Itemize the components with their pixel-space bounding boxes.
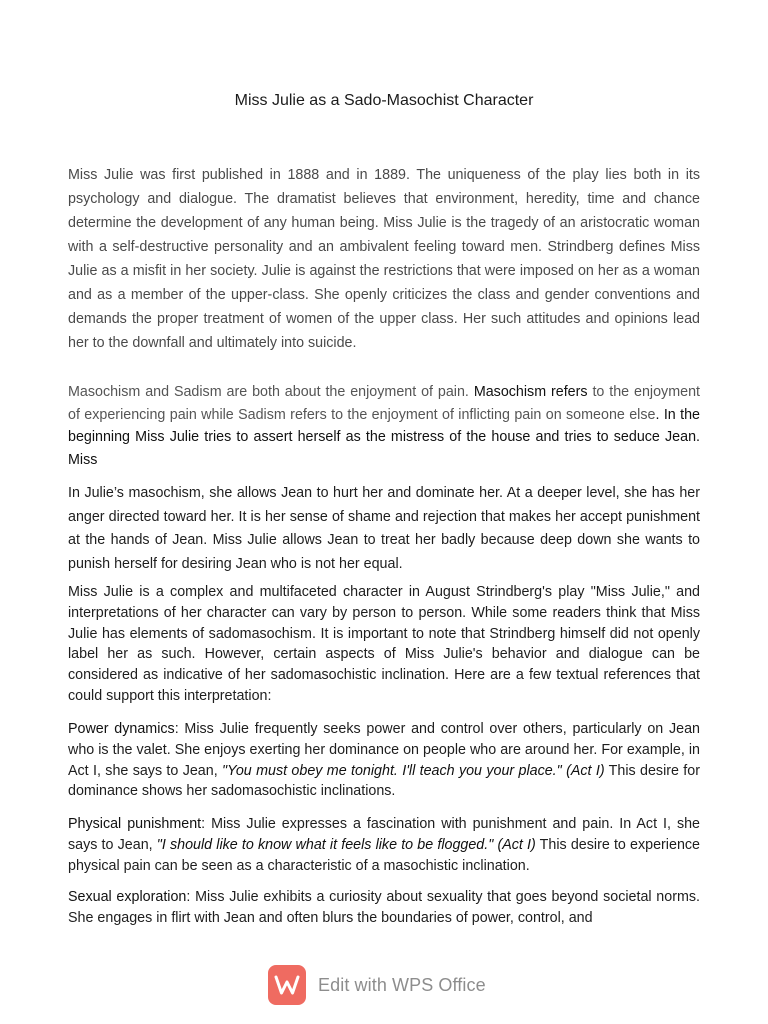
p6-after: This desire to experience physical pain can be seen as a characteristic of a masochistic inclination. — [68, 836, 700, 874]
paragraph-masochism-definition — [68, 381, 700, 471]
p2-text-c: to the enjoyment of experiencing pain while Sadism refers to the enjoyment of inflicting pain on someone else — [68, 384, 700, 423]
term-sexual-exploration: Sexual exploration — [68, 889, 187, 905]
p5-after: This desire for dominance shows her sadomasochistic inclinations. — [68, 762, 700, 800]
paragraph-complex-character: Miss Julie is a complex and multifaceted character in August Strindberg's play "Miss Julie," and interpretations of her character can vary by person to person. While some readers think that Miss Julie has elements of sadomasochism. It is important to note that Strindberg himself did not openly label her as such. However, certain aspects of Miss Julie's behavior and dialogue can be considered as indicative of her sadomasochistic inclination. Here are a few textual references that could support this interpretation: — [68, 584, 700, 704]
p6-text: : Miss Julie expresses a fascination with punishment and pain. In Act I, she says to Jean, — [68, 816, 700, 853]
paragraph-power-dynamics — [68, 719, 700, 802]
wps-logo-icon — [268, 965, 306, 1005]
term-power-dynamics: Power dynamics — [68, 721, 175, 737]
wps-w-glyph-icon — [274, 974, 300, 996]
paragraph-julies-masochism: In Julie’s masochism, she allows Jean to hurt her and dominate her. At a deeper level, she has her anger directed toward her. It is her sense of shame and rejection that makes her accept punishment at the hands of Jean. Miss Julie allows Jean to treat her badly because deep down she wants to punish herself for desiring Jean who is not her equal. — [68, 485, 700, 572]
paragraph-physical-punishment — [68, 814, 700, 876]
p5-quote: "You must obey me tonight. I'll teach you your place." (Act I) — [222, 762, 605, 779]
page-title: Miss Julie as a Sado-Masochist Character — [234, 92, 534, 109]
wps-edit-label[interactable]: Edit with WPS Office — [318, 974, 486, 995]
term-physical-punishment: Physical punishment — [68, 816, 202, 832]
p2-text-b: Masochism refers — [473, 384, 588, 400]
p5-text: : Miss Julie frequently seeks power and control over others, particularly on Jean who is the valet. She enjoys exerting her dominance on people who are around her. For example, in Act I, she says to Jean, — [68, 721, 701, 779]
wps-edit-banner[interactable] — [268, 965, 486, 1005]
p2-text-a: Masochism and Sadism are both about the enjoyment of pain. — [68, 384, 474, 400]
p7-text: : Miss Julie exhibits a curiosity about sexuality that goes beyond societal norms. She engages in flirt with Jean and often blurs the boundaries of power, control, and — [68, 889, 700, 926]
paragraph-sexual-exploration — [68, 887, 700, 929]
p6-quote: "I should like to know what it feels like to be flogged." (Act I) — [156, 836, 536, 853]
p2-text-d: . In the beginning Miss Julie tries to assert herself as the mistress of the house and tries to seduce Jean. Miss — [68, 406, 700, 468]
paragraph-intro: Miss Julie was first published in 1888 and in 1889. The uniqueness of the play lies both in its psychology and dialogue. The dramatist believes that environment, heredity, time and chance determine the development of any human being. Miss Julie is the tragedy of an aristocratic woman with a self-destructive personality and an ambivalent feeling toward men. Strindberg defines Miss Julie as a misfit in her society. Julie is against the restrictions that were imposed on her as a woman and as a member of the upper-class. She openly criticizes the class and gender conventions and demands the proper treatment of women of the upper class. Her such attitudes and opinions lead her to the downfall and ultimately into suicide. — [68, 167, 700, 351]
